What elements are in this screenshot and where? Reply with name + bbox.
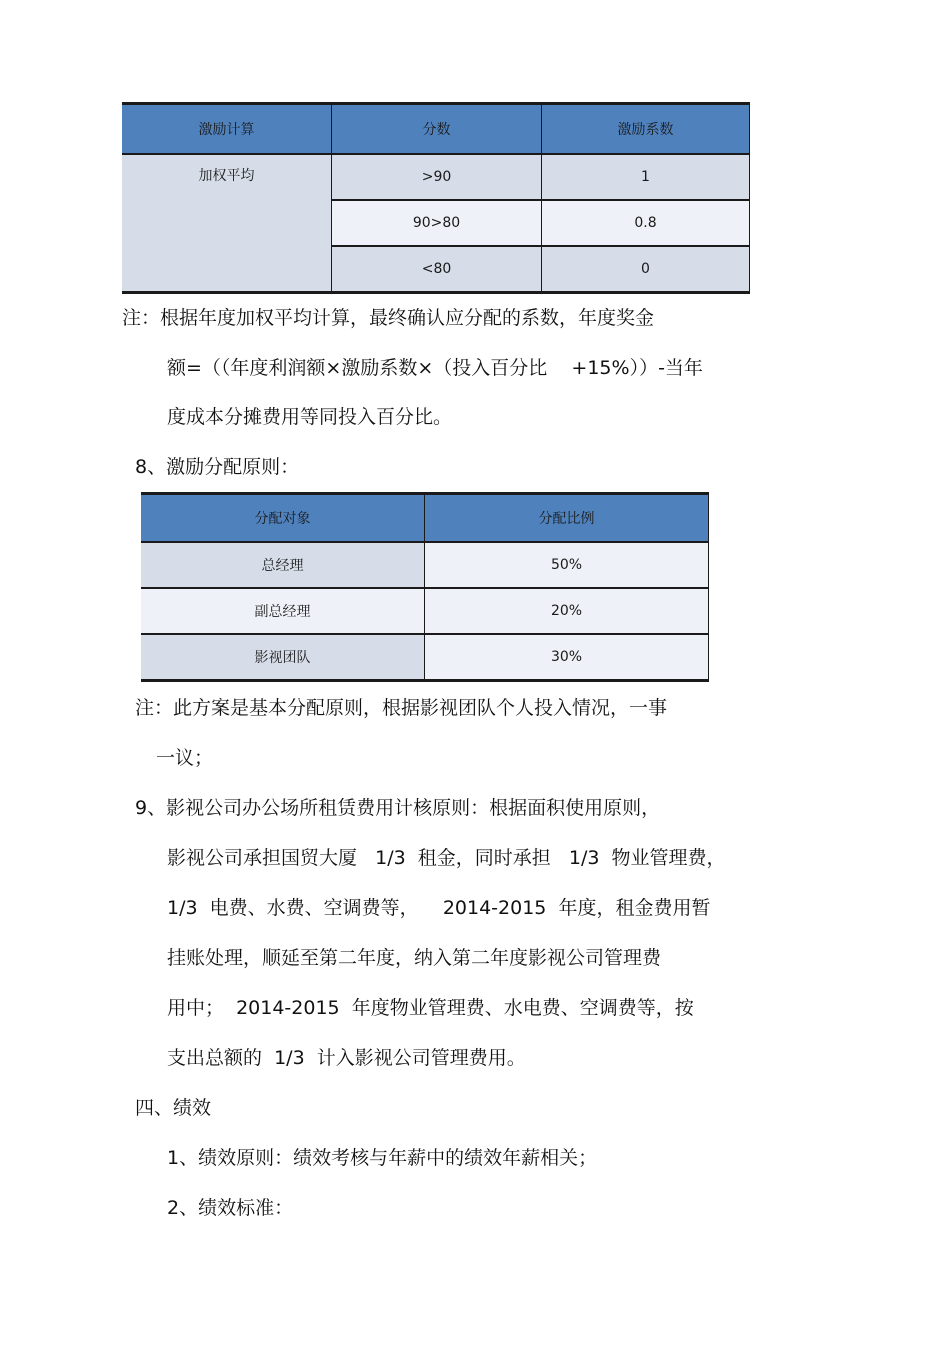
coefficient-cell: 0.8 (542, 200, 750, 246)
table-row (141, 634, 709, 681)
table-header-row (122, 104, 750, 155)
target-cell: 副总经理 (141, 588, 425, 634)
note1-line3: 度成本分摊费用等同投入百分比。 (167, 406, 453, 428)
ratio-cell: 50% (425, 542, 709, 588)
header-cell: 激励计算 (122, 104, 332, 155)
table-row (141, 542, 709, 588)
section9-line1: 9、影视公司办公场所租赁费用计核原则：根据面积使用原则， (135, 797, 661, 819)
header-cell: 激励系数 (542, 104, 750, 155)
section9-line4: 挂账处理，顺延至第二年度，纳入第二年度影视公司管理费 (167, 947, 662, 969)
distribution-ratio-table (141, 492, 709, 682)
score-cell: >90 (332, 154, 542, 200)
note1-line2: 额=（（年度利润额×激励系数×（投入百分比 +15%））-当年 (167, 357, 703, 379)
section4-item2: 2、绩效标准： (167, 1197, 294, 1219)
target-cell: 影视团队 (141, 634, 425, 681)
section9-line6: 支出总额的 1/3 计入影视公司管理费用。 (167, 1047, 526, 1069)
merged-label-cell: 加权平均 (122, 154, 332, 293)
coefficient-cell: 0 (542, 246, 750, 293)
header-cell: 分配比例 (425, 494, 709, 543)
section8-heading: 8、激励分配原则： (135, 456, 300, 478)
table-row (122, 154, 750, 200)
header-cell: 分数 (332, 104, 542, 155)
section4-heading: 四、绩效 (135, 1097, 212, 1119)
score-cell: <80 (332, 246, 542, 293)
note2-line2: 一议； (156, 747, 214, 769)
ratio-cell: 30% (425, 634, 709, 681)
table-header-row (141, 494, 709, 543)
table-row (141, 588, 709, 634)
score-cell: 90>80 (332, 200, 542, 246)
section9-line5: 用中； 2014-2015 年度物业管理费、水电费、空调费等，按 (167, 997, 694, 1019)
incentive-coefficient-table (122, 102, 750, 294)
header-cell: 分配对象 (141, 494, 425, 543)
coefficient-cell: 1 (542, 154, 750, 200)
section9-line3: 1/3 电费、水费、空调费等， 2014-2015 年度，租金费用暂 (167, 897, 711, 919)
section4-item1: 1、绩效原则：绩效考核与年薪中的绩效年薪相关； (167, 1147, 598, 1169)
section9-line2: 影视公司承担国贸大厦 1/3 租金，同时承担 1/3 物业管理费， (167, 847, 726, 869)
note1-line1: 注：根据年度加权平均计算，最终确认应分配的系数，年度奖金 (122, 307, 655, 329)
target-cell: 总经理 (141, 542, 425, 588)
note2-line1: 注：此方案是基本分配原则，根据影视团队个人投入情况，一事 (135, 697, 668, 719)
ratio-cell: 20% (425, 588, 709, 634)
